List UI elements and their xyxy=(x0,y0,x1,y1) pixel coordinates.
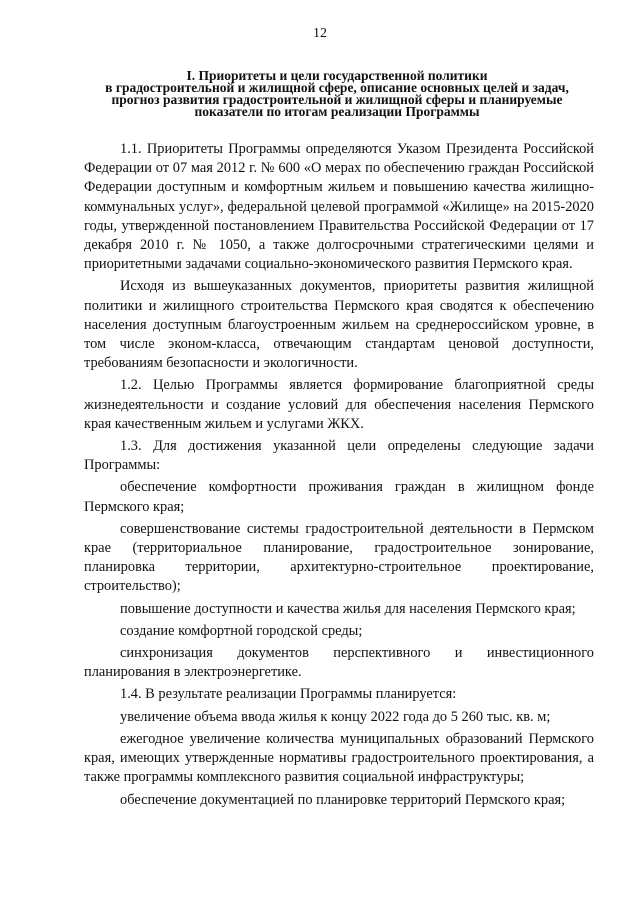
paragraph-tasks-intro: 1.3. Для достижения указанной цели определены следующие задачи Программы: xyxy=(84,438,594,474)
heading-line: в градостроительной и жилищной сфере, описание основных целей и задач, xyxy=(105,80,569,95)
document-body xyxy=(84,140,594,810)
section-heading xyxy=(84,70,590,118)
paragraph-priorities: 1.1. Приоритеты Программы определяются Указом Президента Российской Федерации от 07 мая 2012 г. № 600 «О мерах по обеспечению граждан Российской Федерации доступным и комфортным жильем и повышению качества жилищно-коммунальных услуг», федеральной целевой программой «Жилище» на 2015-2020 годы, утвержденной постановлением Правительства Российской Федерации от 17 декабря 2010 г. № 1050, а также долгосрочными стратегическими целями и приоритетными задачами социально-экономического развития Пермского края. xyxy=(84,141,594,273)
page-number: 12 xyxy=(313,26,327,41)
paragraph-results-intro: 1.4. В результате реализации Программы планируется: xyxy=(120,686,457,703)
result-item: обеспечение документацией по планировке территорий Пермского края; xyxy=(120,791,566,808)
heading-line: I. Приоритеты и цели государственной политики xyxy=(186,68,488,83)
paragraph-goal: 1.2. Целью Программы является формирование благоприятной среды жизнедеятельности и создание условий для обеспечения населения Пермского края качественным жильем и услугами ЖКХ. xyxy=(84,377,594,432)
heading-line: показатели по итогам реализации Программы xyxy=(194,104,480,119)
task-item: совершенствование системы градостроительной деятельности в Пермском крае (территориальное планирование, градостроительное зонирование, планировка территории, архитектурно-строительное проектирование, строительство); xyxy=(84,520,594,595)
task-item: обеспечение комфортности проживания граждан в жилищном фонде Пермского края; xyxy=(84,479,594,515)
task-item: синхронизация документов перспективного и инвестиционного планирования в электроэнергетике. xyxy=(84,645,594,681)
result-item: ежегодное увеличение количества муниципальных образований Пермского края, имеющих утвержденные нормативы градостроительного проектирования, а также программы комплексного развития социальной инфраструктуры; xyxy=(84,730,594,786)
task-item: создание комфортной городской среды; xyxy=(120,622,363,639)
paragraph-housing-policy: Исходя из вышеуказанных документов, приоритеты развития жилищной политики и жилищного строительства Пермского края сводятся к обеспечению населения доступным благоустроенным жильем на среднероссийском уровне, в том числе эконом-класса, отвечающим стандартам ценовой доступности, требованиям безопасности и экологичности. xyxy=(84,278,594,372)
result-item: увеличение объема ввода жилья к концу 2022 года до 5 260 тыс. кв. м; xyxy=(120,708,551,725)
task-item: повышение доступности и качества жилья для населения Пермского края; xyxy=(120,600,576,617)
heading-line: прогноз развития градостроительной и жилищной сферы и планируемые xyxy=(111,92,563,107)
